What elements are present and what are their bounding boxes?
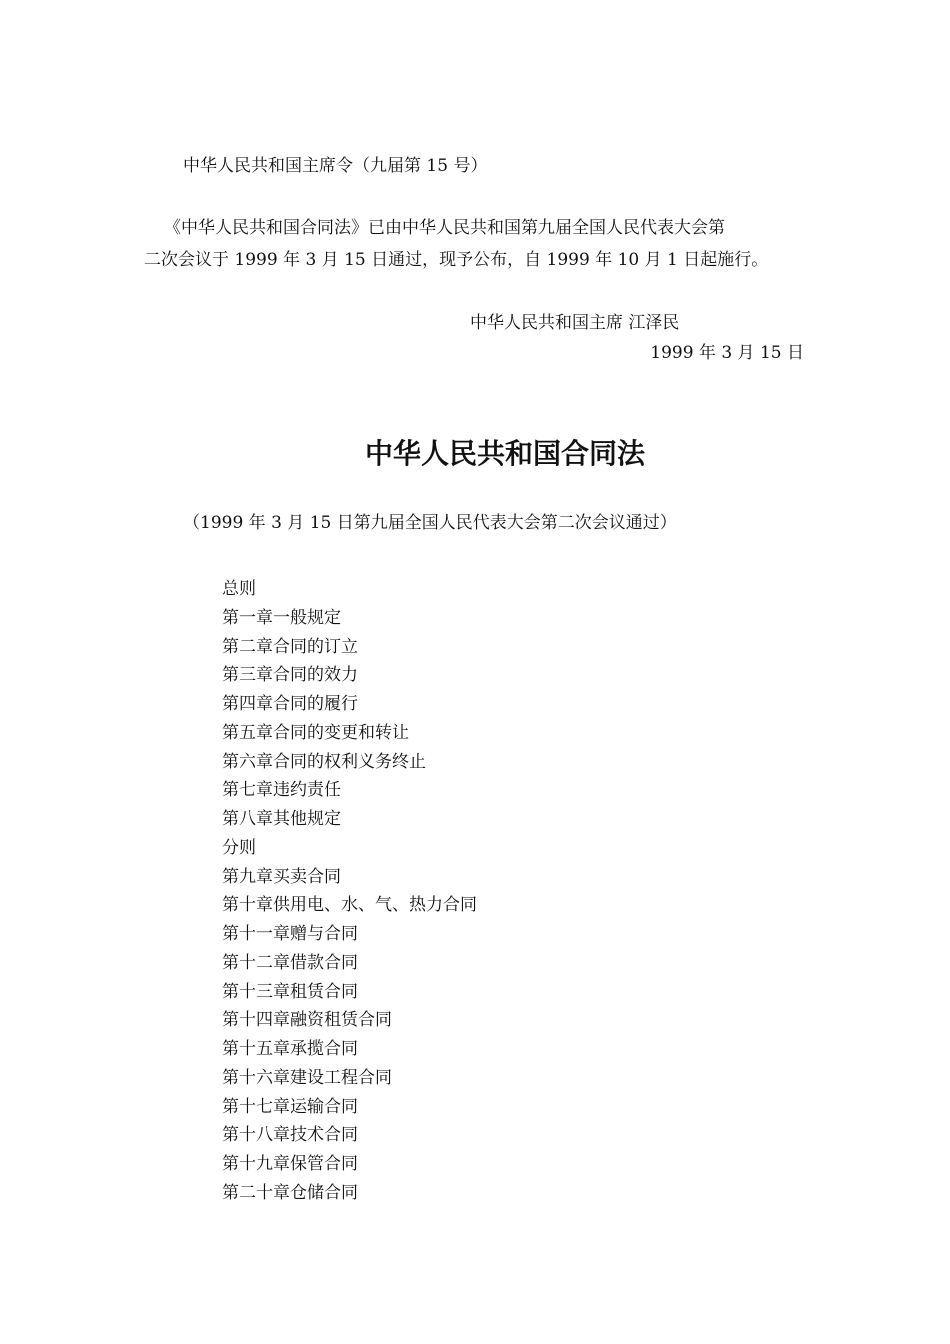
toc-item: 第十二章借款合同 (222, 952, 358, 973)
toc-item: 分则 (222, 837, 256, 858)
toc-item: 第十一章赠与合同 (222, 924, 358, 944)
toc-item: 第二章合同的订立 (222, 636, 358, 657)
signatory: 中华人民共和国主席 江泽民 (470, 313, 680, 333)
toc-item: 第十七章运输合同 (222, 1096, 358, 1117)
toc-item: 第八章其他规定 (222, 809, 341, 829)
toc-item: 第五章合同的变更和转让 (222, 722, 409, 743)
toc-item: 第十章供用电、水、气、热力合同 (222, 895, 477, 916)
toc-item: 第六章合同的权利义务终止 (222, 751, 426, 772)
toc-item: 第七章违约责任 (222, 780, 341, 801)
toc-item: 第十三章租赁合同 (222, 981, 358, 1002)
toc-item: 第二十章仓储合同 (222, 1182, 358, 1203)
toc-item: 第十五章承揽合同 (222, 1039, 358, 1059)
law-title: 中华人民共和国合同法 (364, 437, 645, 470)
toc-item: 第四章合同的履行 (222, 694, 358, 714)
toc-item: 第九章买卖合同 (222, 866, 341, 887)
adoption-note: （1999 年 3 月 15 日第九届全国人民代表大会第二次会议通过） (183, 513, 677, 533)
decree-paragraph-line-2: 二次会议于 1999 年 3 月 15 日通过，现予公布，自 1999 年 10 月 1 日起施行。 (144, 250, 769, 270)
toc-item: 总则 (222, 579, 256, 599)
decree-paragraph-line-1: 《中华人民共和国合同法》已由中华人民共和国第九届全国人民代表大会第 (164, 218, 725, 238)
toc-item: 第十九章保管合同 (222, 1154, 358, 1174)
decree-title: 中华人民共和国主席令（九届第 15 号） (183, 156, 488, 176)
signature-date: 1999 年 3 月 15 日 (650, 343, 804, 363)
toc-item: 第三章合同的效力 (222, 665, 358, 686)
toc-item: 第一章一般规定 (222, 607, 341, 628)
table-of-contents (222, 575, 477, 1208)
toc-item: 第十四章融资租赁合同 (222, 1010, 392, 1031)
toc-item: 第十六章建设工程合同 (222, 1067, 392, 1088)
toc-item: 第十八章技术合同 (222, 1125, 358, 1146)
